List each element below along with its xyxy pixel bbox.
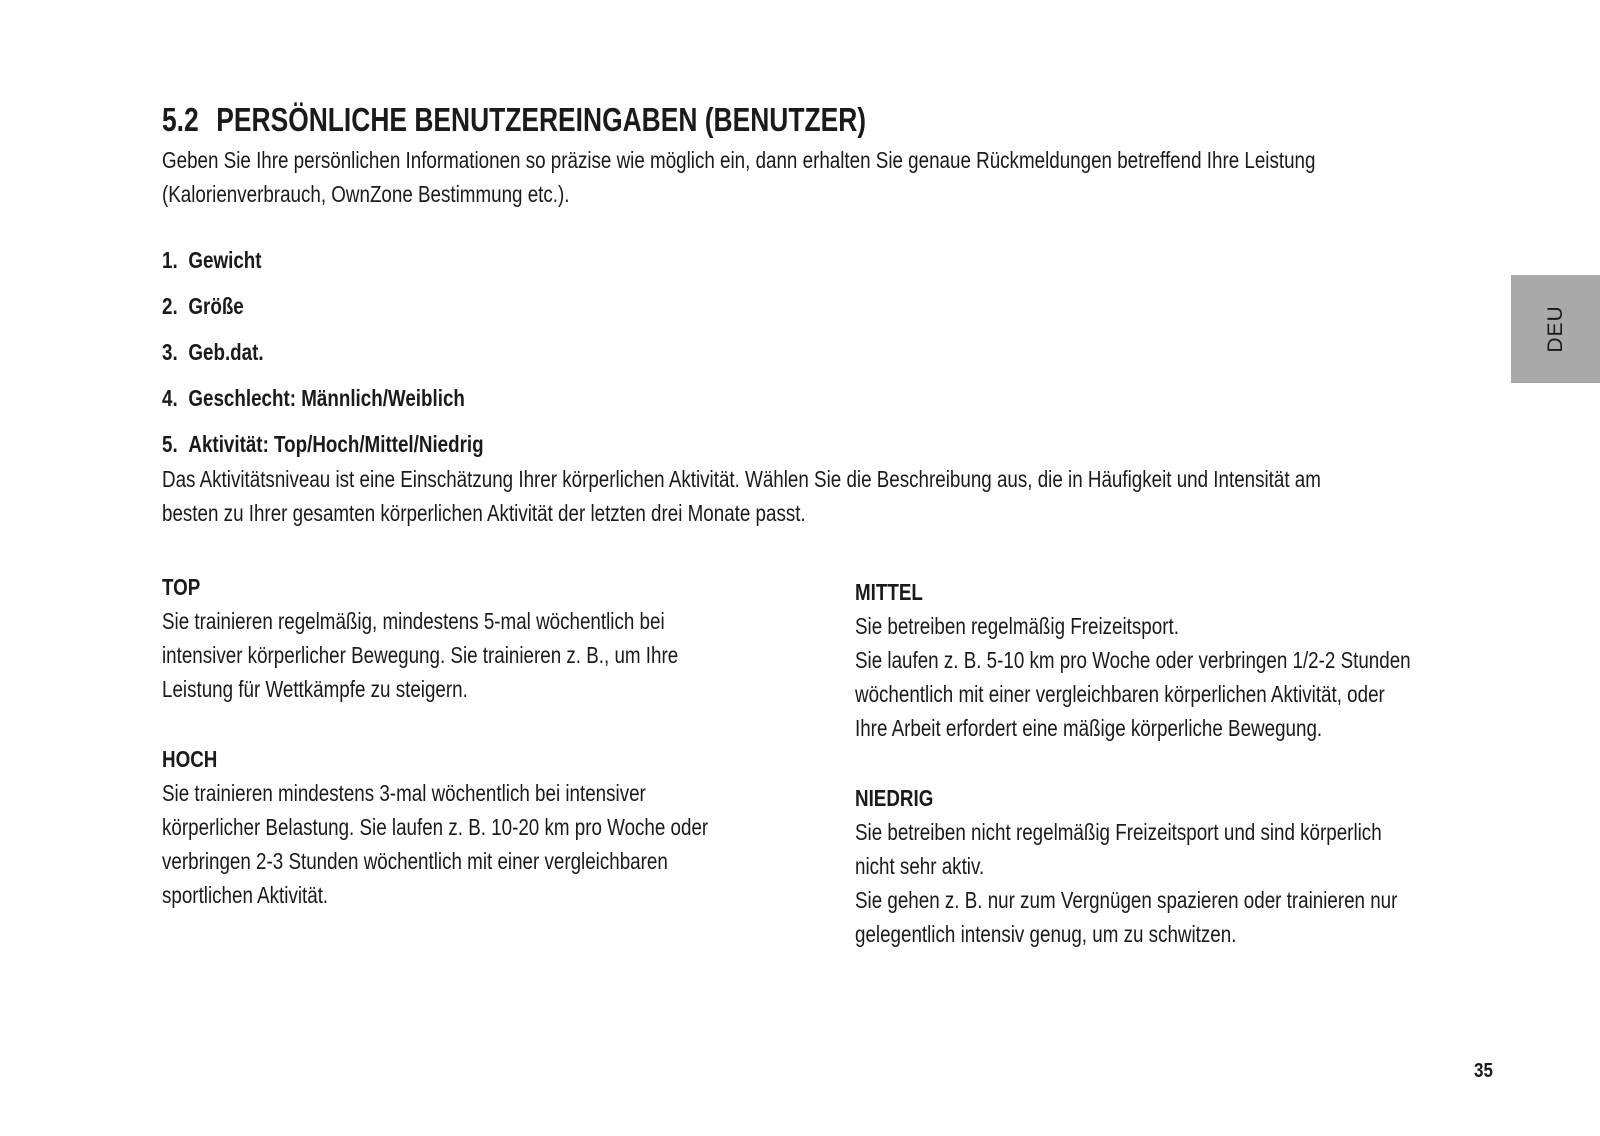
intro-paragraph: [162, 143, 1315, 211]
list-item-label: Geb.dat.: [188, 339, 264, 365]
settings-list: [162, 243, 564, 473]
list-item-label: Gewicht: [188, 247, 262, 273]
intro-line: Geben Sie Ihre persönlichen Informationen so präzise wie möglich ein, dann erhalten Sie genaue Rückmeldungen betreffend Ihre Leistung: [162, 147, 1316, 173]
level-hoch-line: verbringen 2-3 Stunden wöchentlich mit einer vergleichbaren: [162, 848, 668, 874]
list-item-gender: [162, 381, 484, 427]
level-niedrig-line: nicht sehr aktiv.: [855, 853, 985, 879]
level-top-description: [162, 604, 678, 706]
list-item-number: 1.: [162, 247, 178, 273]
level-niedrig-title: NIEDRIG: [855, 785, 934, 811]
list-item-number: 2.: [162, 293, 178, 319]
level-niedrig-line: gelegentlich intensiv genug, um zu schwitzen.: [855, 921, 1237, 947]
activity-description-line: besten zu Ihrer gesamten körperlichen Aktivität der letzten drei Monate passt.: [162, 500, 806, 526]
list-item-number: 4.: [162, 385, 178, 411]
level-hoch-title: HOCH: [162, 746, 218, 772]
level-mittel-line: Sie betreiben regelmäßig Freizeitsport.: [855, 613, 1179, 639]
list-item-label: Aktivität: Top/Hoch/Mittel/Niedrig: [188, 431, 484, 457]
level-top-line: Sie trainieren regelmäßig, mindestens 5-mal wöchentlich bei: [162, 608, 665, 634]
list-item-label: Größe: [188, 293, 244, 319]
level-mittel-title: MITTEL: [855, 579, 923, 605]
section-title: PERSÖNLICHE BENUTZEREINGABEN (BENUTZER): [216, 101, 867, 138]
level-top-title: TOP: [162, 574, 201, 600]
intro-line: (Kalorienverbrauch, OwnZone Bestimmung etc.).: [162, 181, 570, 207]
level-niedrig-description: [855, 815, 1397, 951]
level-mittel-line: Sie laufen z. B. 5-10 km pro Woche oder verbringen 1/2-2 Stunden: [855, 647, 1411, 673]
activity-description: [162, 462, 1321, 530]
level-top-line: intensiver körperlicher Bewegung. Sie trainieren z. B., um Ihre: [162, 642, 679, 668]
page-number: 35: [1474, 1060, 1493, 1082]
list-item-weight: [162, 243, 484, 289]
level-hoch-line: Sie trainieren mindestens 3-mal wöchentlich bei intensiver: [162, 780, 646, 806]
level-hoch-line: sportlichen Aktivität.: [162, 882, 329, 908]
level-hoch-description: [162, 776, 708, 912]
language-tab-label: DEU: [1543, 305, 1567, 353]
level-hoch-line: körperlicher Belastung. Sie laufen z. B. 10-20 km pro Woche oder: [162, 814, 709, 840]
language-tab: [1511, 275, 1600, 383]
level-mittel-line: Ihre Arbeit erfordert eine mäßige körperliche Bewegung.: [855, 715, 1323, 741]
section-heading: [162, 101, 866, 139]
level-mittel-description: [855, 609, 1411, 745]
list-item-height: [162, 289, 484, 335]
list-item-birthdate: [162, 335, 484, 381]
level-mittel-line: wöchentlich mit einer vergleichbaren körperlichen Aktivität, oder: [855, 681, 1385, 707]
level-niedrig-line: Sie betreiben nicht regelmäßig Freizeitsport und sind körperlich: [855, 819, 1382, 845]
level-niedrig-line: Sie gehen z. B. nur zum Vergnügen spazieren oder trainieren nur: [855, 887, 1398, 913]
list-item-number: 3.: [162, 339, 178, 365]
list-item-label: Geschlecht: Männlich/Weiblich: [188, 385, 465, 411]
level-top-line: Leistung für Wettkämpfe zu steigern.: [162, 676, 468, 702]
list-item-number: 5.: [162, 431, 178, 457]
section-number: 5.2: [162, 101, 199, 138]
activity-description-line: Das Aktivitätsniveau ist eine Einschätzung Ihrer körperlichen Aktivität. Wählen Sie die Beschreibung aus, die in Häufigkeit und Intensität am: [162, 466, 1321, 492]
